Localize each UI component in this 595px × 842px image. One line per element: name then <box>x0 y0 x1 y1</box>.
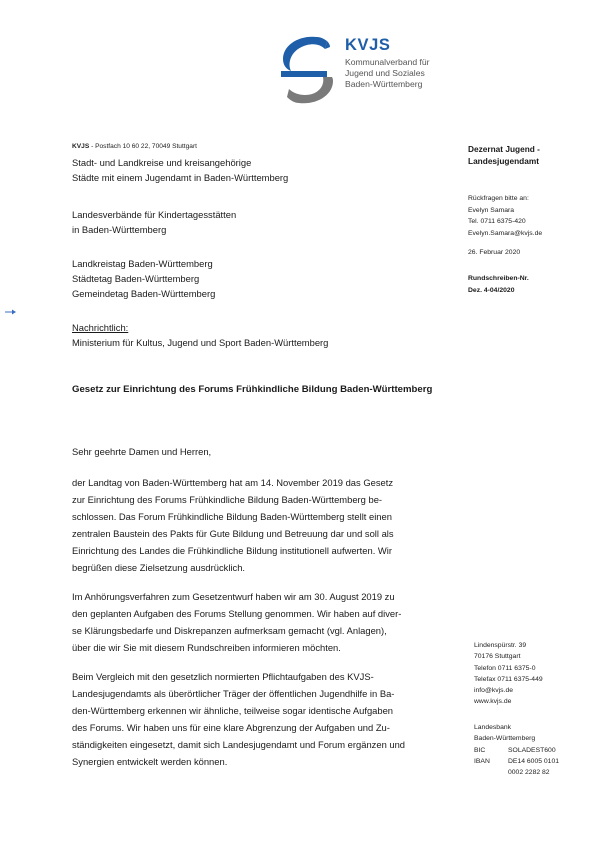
paragraph-line: ständigkeiten eingesetzt, damit sich Landesjugendamt und Forum ergänzen und <box>72 739 406 750</box>
logo-name: KVJS <box>345 36 391 54</box>
recipient-line: Gemeindetag Baden-Württemberg <box>72 288 216 299</box>
letter-subject: Gesetz zur Einrichtung des Forums Frühkindliche Bildung Baden-Württemberg <box>72 384 433 395</box>
recipient-line: Städtetag Baden-Württemberg <box>72 273 200 284</box>
sender-address: - Postfach 10 60 22, 70049 Stuttgart <box>89 143 198 150</box>
iban-row <box>474 756 559 767</box>
contact-name: Evelyn Samara <box>468 206 515 214</box>
sender-line <box>72 143 197 150</box>
iban-row-continued <box>474 767 559 778</box>
paragraph-line: des Forums. Wir haben uns für eine klare Abgrenzung der Aufgaben und Zu- <box>72 722 390 733</box>
paragraph-line: begrüßen diese Zielsetzung ausdrücklich. <box>72 562 246 573</box>
iban-value: 0002 2282 82 <box>508 769 550 777</box>
recipient-line: Landesverbände für Kindertagesstätten <box>72 209 237 220</box>
paragraph-line: der Landtag von Baden-Württemberg hat am 14. November 2019 das Gesetz <box>72 477 394 488</box>
contact-block <box>468 193 542 239</box>
paragraph-line: Einrichtung des Landes die Frühkindliche Bildung institutionell aufwerten. Wir <box>72 545 392 556</box>
cc-block <box>72 320 328 350</box>
footer-fax: Telefax 0711 6375-449 <box>474 675 543 683</box>
recipient-line: in Baden-Württemberg <box>72 224 167 235</box>
paragraph-line: Synergien entwickelt werden können. <box>72 756 228 767</box>
footer-bank <box>474 722 559 778</box>
footer-address <box>474 640 543 708</box>
recipient-line: Städte mit einem Jugendamt in Baden-Württemberg <box>72 172 289 183</box>
paragraph-line: Beim Vergleich mit den gesetzlich normierten Pflichtaufgaben des KVJS- <box>72 671 374 682</box>
contact-email: Evelyn.Samara@kvjs.de <box>468 229 543 237</box>
contact-phone: Tel. 0711 6375-420 <box>468 218 526 225</box>
cc-label: Nachrichtlich: <box>72 322 129 333</box>
department <box>468 143 540 167</box>
footer-phone: Telefon 0711 6375-0 <box>474 664 536 672</box>
paragraph-line: über die wir Sie mit diesem Rundschreiben informieren möchten. <box>72 642 341 653</box>
body-paragraph <box>72 668 405 770</box>
paragraph-line: se Klärungsbedarfe und Diskrepanzen aufmerksam gemacht (vgl. Anlagen), <box>72 625 387 636</box>
recipient-line: Stadt- und Landkreise und kreisangehörige <box>72 157 252 168</box>
body-paragraph <box>72 474 394 576</box>
iban-value: DE14 6005 0101 <box>508 757 560 765</box>
fold-mark-arrow-icon <box>5 308 17 316</box>
bank-name-line: Landesbank <box>474 724 512 731</box>
sender-org: KVJS <box>72 143 90 150</box>
footer-street: Lindenspürstr. 39 <box>474 642 527 649</box>
bic-label: BIC <box>474 746 486 754</box>
bic-value: SOLADEST600 <box>508 746 556 754</box>
paragraph-line: schlossen. Das Forum Frühkindliche Bildung Baden-Württemberg stellt einen <box>72 511 392 522</box>
logo-tagline-line: Jugend und Soziales <box>345 68 425 79</box>
circular-value: Dez. 4-04/2020 <box>468 286 515 294</box>
recipient-block <box>72 256 215 301</box>
paragraph-line: den geplanten Aufgaben des Forums Stellung genommen. Wir haben auf diver- <box>72 608 402 619</box>
paragraph-line: zentralen Baustein des Pakts für Gute Bildung und Betreuung dar und soll als <box>72 528 394 539</box>
bic-row <box>474 745 559 756</box>
iban-label: IBAN <box>474 757 490 765</box>
department-line: Landesjugendamt <box>468 156 539 166</box>
recipient-block <box>72 207 236 237</box>
cc-recipient: Ministerium für Kultus, Jugend und Sport Baden-Württemberg <box>72 337 329 348</box>
footer-website: www.kvjs.de <box>474 698 512 706</box>
circular-label: Rundschreiben-Nr. <box>468 275 529 282</box>
logo-tagline-line: Kommunalverband für <box>345 57 430 67</box>
department-line: Dezernat Jugend - <box>468 144 540 154</box>
circular-number <box>468 273 529 296</box>
logo-tagline <box>345 57 430 91</box>
logo-tagline-line: Baden-Württemberg <box>345 79 423 90</box>
paragraph-line: Landesjugendamts als überörtlicher Träger der öffentlichen Jugendhilfe in Ba- <box>72 688 395 699</box>
bank-name-line: Baden-Württemberg <box>474 735 536 743</box>
footer-city: 70176 Stuttgart <box>474 653 521 661</box>
paragraph-line: Im Anhörungsverfahren zum Gesetzentwurf haben wir am 30. August 2019 zu <box>72 591 395 602</box>
paragraph-line: zur Einrichtung des Forums Frühkindliche Bildung Baden-Württemberg be- <box>72 494 383 505</box>
recipient-line: Landkreistag Baden-Württemberg <box>72 258 213 269</box>
kvjs-logo-mark-icon <box>277 33 339 108</box>
recipient-block <box>72 155 288 185</box>
letter-date: 26. Februar 2020 <box>468 249 521 256</box>
salutation: Sehr geehrte Damen und Herren, <box>72 446 212 457</box>
contact-label: Rückfragen bitte an: <box>468 195 529 202</box>
kvjs-logo <box>277 33 477 108</box>
footer-email: info@kvjs.de <box>474 687 514 695</box>
paragraph-line: den-Württemberg erkennen wir ähnliche, teilweise sogar identische Aufgaben <box>72 705 394 716</box>
body-paragraph <box>72 588 401 656</box>
